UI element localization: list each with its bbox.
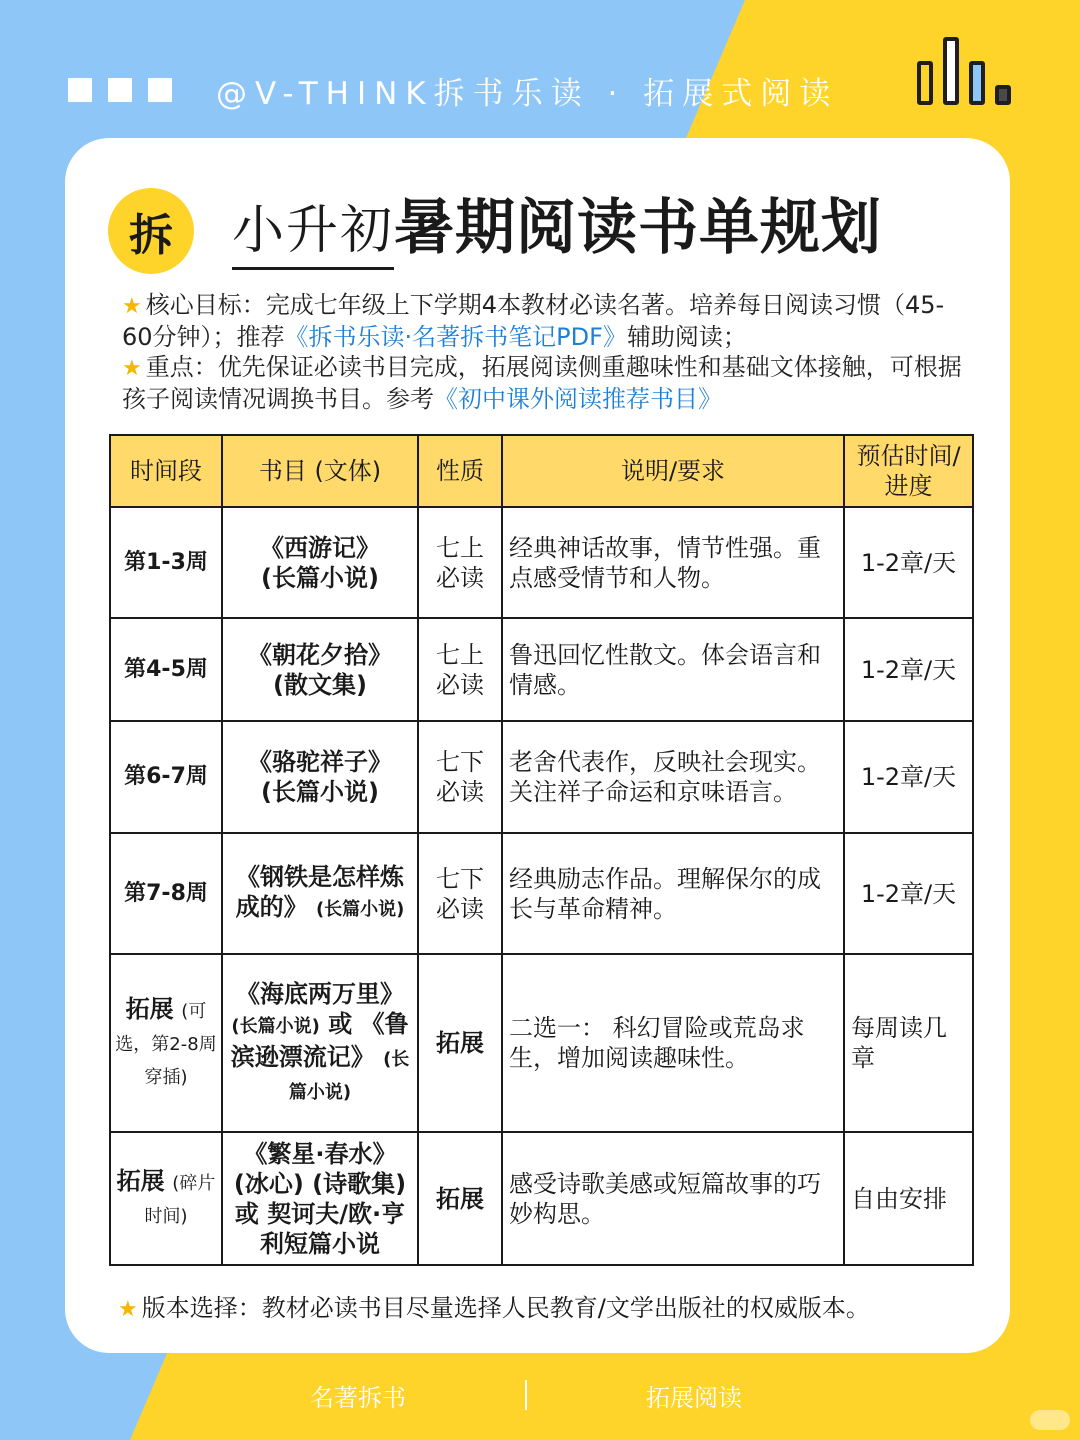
type-cell: 七下 必读	[418, 721, 502, 833]
top-bar	[68, 70, 838, 110]
desc-cell: 鲁迅回忆性散文。体会语言和情感。	[502, 618, 844, 721]
type-cell: 拓展	[418, 954, 502, 1132]
desc-cell: 二选一： 科幻冒险或荒岛求生，增加阅读趣味性。	[502, 954, 844, 1132]
brand-text: @V-THINK拆书乐读 · 拓展式阅读	[216, 75, 839, 112]
star-icon: ★	[122, 356, 142, 381]
intro-section	[122, 290, 962, 414]
table-row	[110, 721, 973, 833]
edition-note: ★ 版本选择：教材必读书目尽量选择人民教育/文学出版社的权威版本。	[118, 1294, 870, 1322]
estimate-cell: 每周读几章	[844, 954, 973, 1132]
footer-divider	[525, 1380, 527, 1410]
page-title	[232, 190, 882, 270]
period-cell: 第1-3周	[110, 507, 222, 618]
title-script: 小升初	[232, 188, 394, 270]
header-desc: 说明/要求	[502, 435, 844, 507]
pdf-notes-link[interactable]: 《拆书乐读·名著拆书笔记PDF》	[284, 323, 627, 351]
goal-tail: 辅助阅读；	[626, 323, 747, 351]
table-header-row	[110, 435, 973, 507]
header-book: 书目 (文体)	[222, 435, 418, 507]
period-cell: 第7-8周	[110, 833, 222, 954]
estimate-cell: 自由安排	[844, 1132, 973, 1265]
footer	[0, 1378, 1080, 1414]
table-row	[110, 954, 973, 1132]
title-badge: 拆	[108, 188, 194, 274]
title-main: 暑期阅读书单规划	[394, 193, 883, 263]
watermark-badge	[1030, 1410, 1070, 1430]
bar-chart-icon	[915, 33, 1015, 105]
book-cell: 《海底两万里》(长篇小说) 或 《鲁滨逊漂流记》 (长篇小说)	[222, 954, 418, 1132]
table-row	[110, 833, 973, 954]
estimate-cell: 1-2章/天	[844, 618, 973, 721]
table-row	[110, 1132, 973, 1265]
period-cell: 拓展 (碎片时间)	[110, 1132, 222, 1265]
star-icon: ★	[118, 1297, 138, 1322]
footer-right-label: 拓展阅读	[646, 1384, 742, 1412]
star-icon: ★	[122, 294, 142, 319]
period-cell: 第4-5周	[110, 618, 222, 721]
book-cell: 《钢铁是怎样炼成的》 (长篇小说)	[222, 833, 418, 954]
table-row	[110, 618, 973, 721]
table-row	[110, 507, 973, 618]
header-period: 时间段	[110, 435, 222, 507]
period-cell: 拓展 (可选，第2-8周穿插)	[110, 954, 222, 1132]
estimate-cell: 1-2章/天	[844, 721, 973, 833]
estimate-cell: 1-2章/天	[844, 833, 973, 954]
type-cell: 七上 必读	[418, 507, 502, 618]
desc-cell: 感受诗歌美感或短篇故事的巧妙构思。	[502, 1132, 844, 1265]
estimate-cell: 1-2章/天	[844, 507, 973, 618]
book-cell: 《西游记》 (长篇小说)	[222, 507, 418, 618]
recommend-list-link[interactable]: 《初中课外阅读推荐书目》	[434, 385, 722, 413]
focus-label: 重点：	[145, 353, 218, 381]
header-estimate: 预估时间/进度	[844, 435, 973, 507]
focus-text: 优先保证必读书目完成，拓展阅读侧重趣味性和基础文体接触，可根据孩子阅读情况调换书目。参考	[122, 353, 962, 413]
book-cell: 《繁星·春水》(冰心) (诗歌集) 或 契诃夫/欧·亨利短篇小说	[222, 1132, 418, 1265]
footer-left-label: 名著拆书	[310, 1384, 406, 1412]
book-cell: 《骆驼祥子》 (长篇小说)	[222, 721, 418, 833]
period-cell: 第6-7周	[110, 721, 222, 833]
square-decoration	[108, 78, 132, 102]
type-cell: 七上 必读	[418, 618, 502, 721]
type-cell: 七下 必读	[418, 833, 502, 954]
square-decoration	[68, 78, 92, 102]
desc-cell: 老舍代表作，反映社会现实。关注祥子命运和京味语言。	[502, 721, 844, 833]
book-cell: 《朝花夕拾》 (散文集)	[222, 618, 418, 721]
type-cell: 拓展	[418, 1132, 502, 1265]
square-decoration	[148, 78, 172, 102]
goal-text: 完成七年级上下学期4本教材必读名著。培养每日阅读习惯（45-60分钟）；推荐	[122, 291, 945, 351]
reading-plan-table	[109, 434, 974, 1266]
desc-cell: 经典神话故事，情节性强。重点感受情节和人物。	[502, 507, 844, 618]
goal-label: 核心目标：	[145, 291, 266, 319]
desc-cell: 经典励志作品。理解保尔的成长与革命精神。	[502, 833, 844, 954]
header-type: 性质	[418, 435, 502, 507]
